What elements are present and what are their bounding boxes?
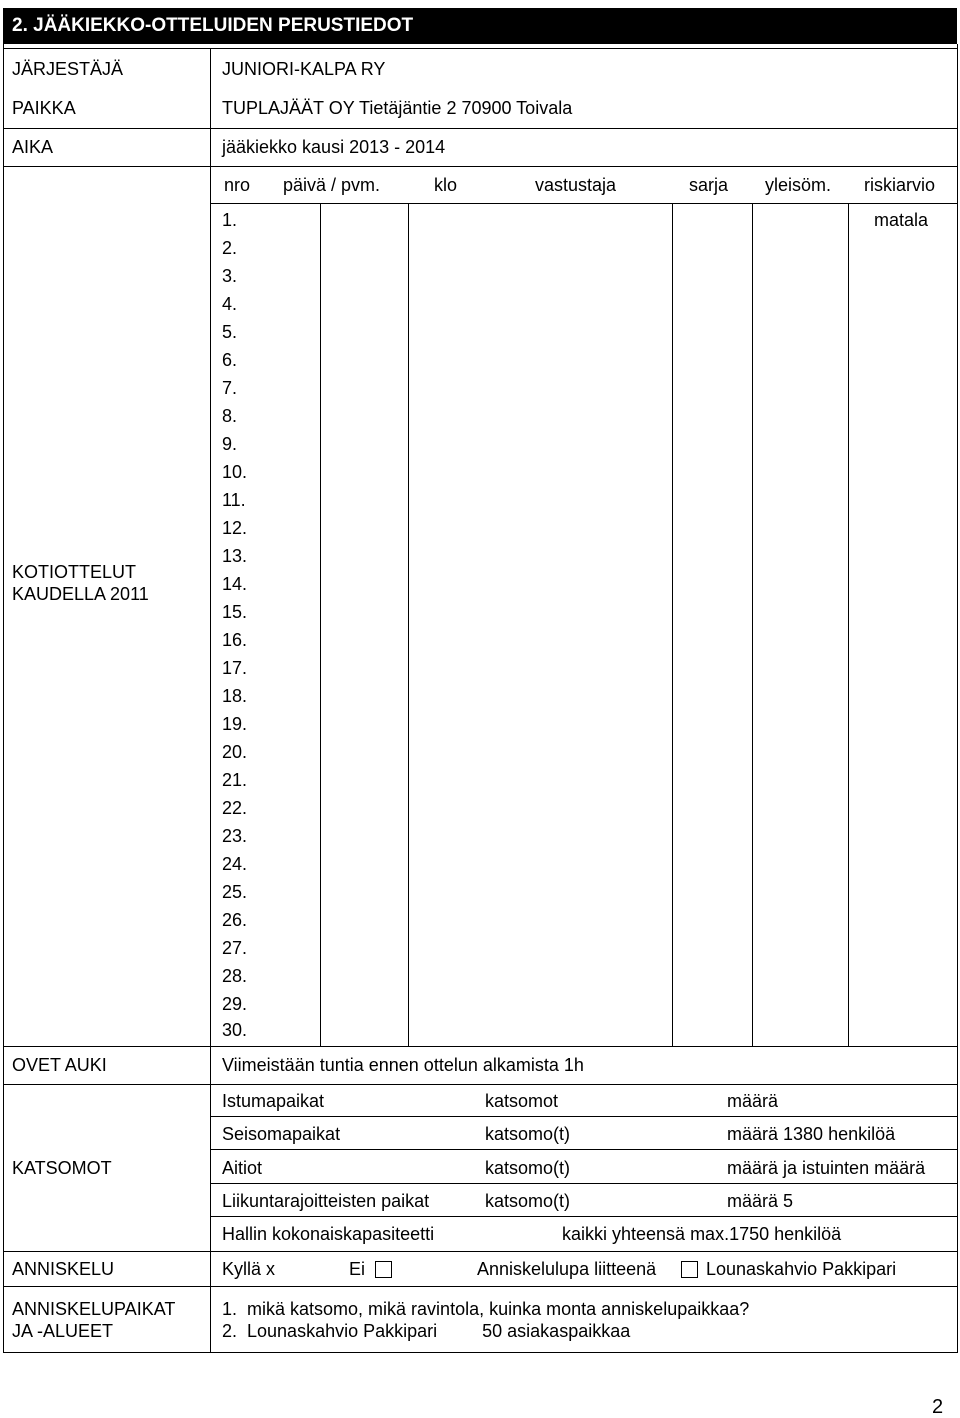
table-row: 25.: [222, 882, 248, 902]
ovet-auki-label: OVET AUKI: [12, 1055, 107, 1075]
table-row: 17.: [222, 658, 248, 678]
paikka-value: TUPLAJÄÄT OY Tietäjäntie 2 70900 Toivala: [222, 98, 573, 118]
table-row: 11.: [222, 490, 246, 510]
table-row: 23.: [222, 826, 248, 846]
table-row: 21.: [222, 770, 248, 790]
ovet-auki-value: Viimeistään tuntia ennen ottelun alkamista 1h: [222, 1055, 584, 1075]
col-header-riskiarvio: riskiarvio: [864, 175, 936, 195]
table-row: 15.: [222, 602, 248, 622]
table-row: 10.: [222, 462, 248, 482]
table-row: 13.: [222, 546, 248, 566]
table-row: 3.: [222, 266, 238, 286]
katsomot-label: KATSOMOT: [12, 1158, 112, 1178]
katsomo-count: määrä 5: [727, 1191, 794, 1211]
katsomo-type: Aitiot: [222, 1158, 263, 1178]
table-row: 7.: [222, 378, 238, 398]
table-row: 5.: [222, 322, 238, 342]
col-header-nro: nro: [224, 175, 251, 195]
table-row: 1.: [222, 210, 238, 230]
katsomo-count: määrä 1380 henkilöä: [727, 1124, 896, 1144]
table-row: 29.: [222, 994, 248, 1014]
table-row: 30.: [222, 1020, 248, 1040]
first-row-risk: matala: [874, 210, 929, 230]
aika-value: jääkiekko kausi 2013 - 2014: [222, 137, 446, 157]
table-row: 9.: [222, 434, 238, 454]
paikka-label: PAIKKA: [12, 98, 76, 118]
katsomo-type: Seisomapaikat: [222, 1124, 341, 1144]
col-header-vastustaja: vastustaja: [535, 175, 617, 195]
col-header-sarja: sarja: [689, 175, 729, 195]
anniskelu-label: ANNISKELU: [12, 1259, 115, 1279]
table-row: 12.: [222, 518, 248, 538]
katsomo-stand: katsomo(t): [485, 1124, 571, 1144]
col-header-date: päivä / pvm.: [283, 175, 381, 195]
anniskelu-no-checkbox[interactable]: [375, 1261, 392, 1278]
jarjestaja-label: JÄRJESTÄJÄ: [12, 59, 124, 79]
anniskelupaikat-item-2: 2. Lounaskahvio Pakkipari 50 asiakaspaikkaa: [222, 1321, 631, 1341]
anniskelu-no: Ei: [349, 1259, 366, 1279]
katsomo-stand: katsomo(t): [485, 1191, 571, 1211]
anniskelu-place: Lounaskahvio Pakkipari: [706, 1259, 897, 1279]
col-header-klo: klo: [434, 175, 458, 195]
aika-label: AIKA: [12, 137, 54, 157]
table-row: 20.: [222, 742, 248, 762]
table-row: 27.: [222, 938, 248, 958]
table-row: 19.: [222, 714, 248, 734]
table-row: 14.: [222, 574, 248, 594]
capacity-value: kaikki yhteensä max.1750 henkilöä: [562, 1224, 842, 1244]
table-row: 4.: [222, 294, 238, 314]
table-row: 26.: [222, 910, 248, 930]
anniskelupaikat-label-2: JA -ALUEET: [12, 1321, 114, 1341]
capacity-label: Hallin kokonaiskapasiteetti: [222, 1224, 435, 1244]
katsomo-stand: katsomot: [485, 1091, 559, 1111]
table-row: 8.: [222, 406, 238, 426]
jarjestaja-value: JUNIORI-KALPA RY: [222, 59, 386, 79]
col-header-yleisom: yleisöm.: [765, 175, 832, 195]
table-row: 22.: [222, 798, 248, 818]
page-number: 2: [932, 1396, 944, 1418]
anniskelu-permit-checkbox[interactable]: [681, 1261, 698, 1278]
kotiottelut-label-1: KOTIOTTELUT: [12, 562, 137, 582]
katsomo-count: määrä: [727, 1091, 779, 1111]
katsomo-type: Istumapaikat: [222, 1091, 325, 1111]
table-row: 28.: [222, 966, 248, 986]
table-row: 18.: [222, 686, 248, 706]
table-row: 2.: [222, 238, 238, 258]
katsomo-type: Liikuntarajoitteisten paikat: [222, 1191, 430, 1211]
table-row: 6.: [222, 350, 238, 370]
anniskelu-permit: Anniskelulupa liitteenä: [477, 1259, 657, 1279]
table-row: 24.: [222, 854, 248, 874]
anniskelu-yes: Kyllä x: [222, 1259, 276, 1279]
katsomo-count: määrä ja istuinten määrä: [727, 1158, 926, 1178]
anniskelupaikat-item-1: 1. mikä katsomo, mikä ravintola, kuinka monta anniskelupaikkaa?: [222, 1299, 750, 1319]
table-row: 16.: [222, 630, 248, 650]
katsomo-stand: katsomo(t): [485, 1158, 571, 1178]
anniskelupaikat-label-1: ANNISKELUPAIKAT: [12, 1299, 176, 1319]
kotiottelut-label-2: KAUDELLA 2011: [12, 584, 149, 604]
document-title: 2. JÄÄKIEKKO-OTTELUIDEN PERUSTIEDOT: [12, 15, 414, 36]
